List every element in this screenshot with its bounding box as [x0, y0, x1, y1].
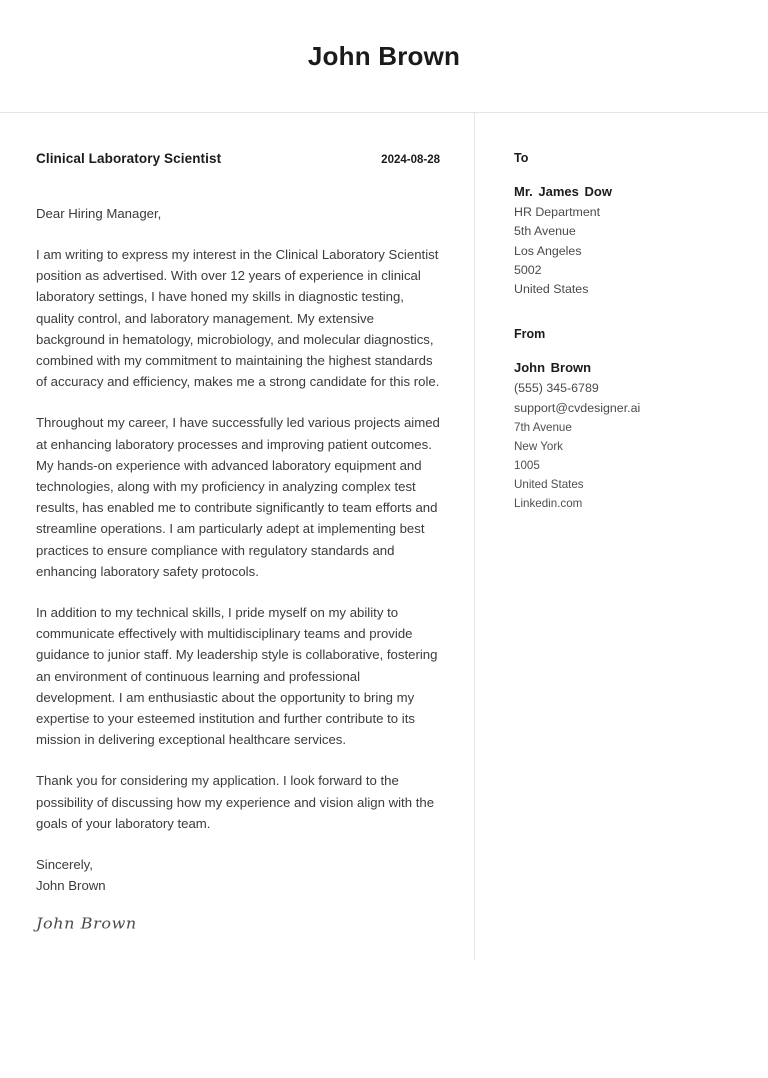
sender-phone: (555) 345-6789	[514, 381, 599, 396]
applicant-name-title: John Brown	[307, 40, 461, 71]
recipient-detail: United States	[514, 282, 589, 297]
sidebar-column	[475, 113, 768, 541]
letter-paragraph: In addition to my technical skills, I pride myself on my ability to communicate effectively with multidisciplinary teams and provide guidance to junior staff. My leadership style is collaborative, fostering an environment of continuous learning and professional development. I am enthusiastic about the opportunity to bring my expertise to your esteemed institution and further contribute to its mission in delivering exceptional healthcare services.	[36, 605, 438, 748]
salutation: Dear Hiring Manager,	[36, 206, 162, 221]
letter-paragraph: Throughout my career, I have successfully led various projects aimed at enhancing laboratory processes and improving patient outcomes. My hands-on experience with advanced laboratory equipment and technologies, along with my proficiency in analyzing complex test results, has enabled me to contribute significantly to team efforts and streamline operations. I am particularly adept at implementing best practices to ensure compliance with regulatory standards and enhancing laboratory safety protocols.	[36, 415, 440, 579]
recipient-block	[514, 151, 748, 299]
letter-header-row	[36, 151, 440, 166]
from-heading: From	[514, 327, 546, 342]
recipient-detail: 5002	[514, 262, 542, 277]
sender-detail: United States	[514, 478, 584, 492]
letter-paragraph: I am writing to express my interest in the Clinical Laboratory Scientist position as advertised. With over 12 years of experience in clinical laboratory settings, I have honed my skills in diagnostic testing, quality control, and laboratory management. My extensive background in hematology, microbiology, and molecular diagnostics, combined with my commitment to maintaining the highest standards of accuracy and efficiency, makes me a strong candidate for this role.	[36, 247, 440, 390]
recipient-detail: HR Department	[514, 205, 601, 219]
sender-name: John Brown	[514, 360, 592, 376]
sender-detail: 1005	[514, 459, 540, 473]
sender-email[interactable]: support@cvdesigner.ai	[514, 400, 641, 415]
recipient-detail: Los Angeles	[514, 243, 582, 258]
to-heading: To	[514, 151, 529, 165]
closing-name: John Brown	[36, 878, 106, 894]
closing-salutation: Sincerely,	[36, 857, 93, 873]
document-body	[0, 113, 768, 960]
job-title: Clinical Laboratory Scientist	[36, 151, 222, 166]
signature-image: John Brown	[36, 915, 137, 933]
letter-date: 2024-08-28	[381, 154, 440, 166]
sender-website[interactable]: Linkedin.com	[514, 497, 583, 511]
sender-block	[514, 327, 748, 513]
letter-paragraph: Thank you for considering my application. I look forward to the possibility of discussing how my experience and vision align with the goals of your laboratory team.	[36, 773, 435, 831]
recipient-name: Mr. James Dow	[514, 184, 612, 199]
letter-column	[0, 113, 474, 933]
sender-detail: 7th Avenue	[514, 421, 572, 435]
document-header	[0, 0, 768, 113]
recipient-detail: 5th Avenue	[514, 224, 576, 239]
sender-detail: New York	[514, 440, 563, 454]
